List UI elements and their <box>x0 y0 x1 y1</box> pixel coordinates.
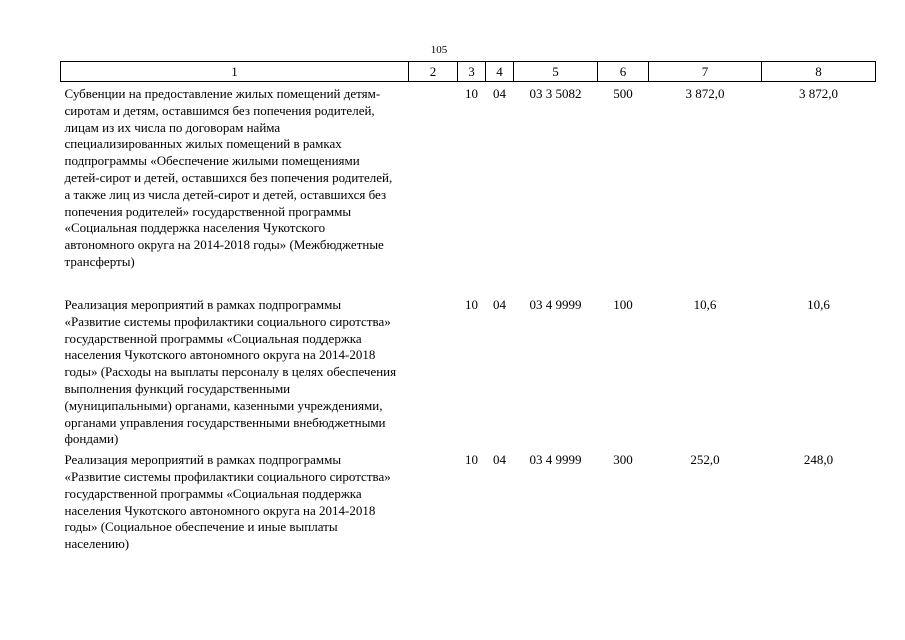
row-description: Реализация мероприятий в рамках подпрограммы «Развитие системы профилактики социального сиротства» государственной программы «Социальная поддержка населения Чукотского автономного округа на 2014-2018 годы» (Социальное обеспечение и иные выплаты населению) <box>64 452 391 552</box>
header-col-2: 2 <box>409 62 458 82</box>
table-row <box>61 82 876 294</box>
row-expense-type: 100 <box>613 297 633 312</box>
budget-table <box>60 61 876 553</box>
table-body <box>61 82 876 553</box>
table-row <box>61 293 876 448</box>
row-subsection: 04 <box>493 297 506 312</box>
header-col-6: 6 <box>598 62 649 82</box>
row-amount-8: 248,0 <box>803 452 834 468</box>
row-description: Субвенции на предоставление жилых помещений детям-сиротам и детям, оставшимся без попечения родителей, лицам из их числа по договорам найма специализированных жилых помещений в рамках подпрограммы «Обеспечение жилыми помещениями детей-сирот и детей, оставшихся без попечения родителей, а также лиц из числа детей-сирот и детей, оставшихся без попечения родителей» государственной программы «Социальная поддержка населения Чукотского автономного округа на 2014-2018 годы» (Межбюджетные трансферты) <box>64 86 393 269</box>
row-col2 <box>409 448 458 553</box>
row-subsection: 04 <box>493 452 506 468</box>
row-amount-7: 10,6 <box>693 297 717 312</box>
header-col-3: 3 <box>458 62 486 82</box>
row-expense-type: 500 <box>613 86 633 101</box>
header-col-4: 4 <box>486 62 514 82</box>
row-amount-8: 3 872,0 <box>799 86 838 101</box>
row-col2 <box>409 82 458 294</box>
row-subsection: 04 <box>493 86 506 101</box>
header-col-8: 8 <box>762 62 876 82</box>
row-col2 <box>409 293 458 448</box>
page-number: 105 <box>430 44 448 56</box>
row-section: 10 <box>465 86 478 101</box>
row-expense-type: 300 <box>613 452 633 468</box>
header-col-5: 5 <box>514 62 598 82</box>
row-target: 03 3 5082 <box>529 86 582 101</box>
row-section: 10 <box>465 452 478 468</box>
row-description: Реализация мероприятий в рамках подпрограммы «Развитие системы профилактики социального сиротства» государственной программы «Социальная поддержка населения Чукотского автономного округа на 2014-2018 годы» (Расходы на выплаты персоналу в целях обеспечения выполнения функций государственными (муниципальными) органами, казенными учреждениями, органами управления государственными внебюджетными фондами) <box>64 297 397 447</box>
row-amount-7: 252,0 <box>690 452 720 468</box>
row-target: 03 4 9999 <box>529 297 582 312</box>
table-header <box>61 62 876 82</box>
row-section: 10 <box>465 297 478 312</box>
row-amount-8: 10,6 <box>807 297 830 312</box>
header-col-1: 1 <box>61 62 409 82</box>
table-row <box>61 448 876 553</box>
header-col-7: 7 <box>649 62 762 82</box>
row-amount-7: 3 872,0 <box>685 86 725 101</box>
row-target: 03 4 9999 <box>529 452 582 468</box>
header-row <box>61 62 876 82</box>
